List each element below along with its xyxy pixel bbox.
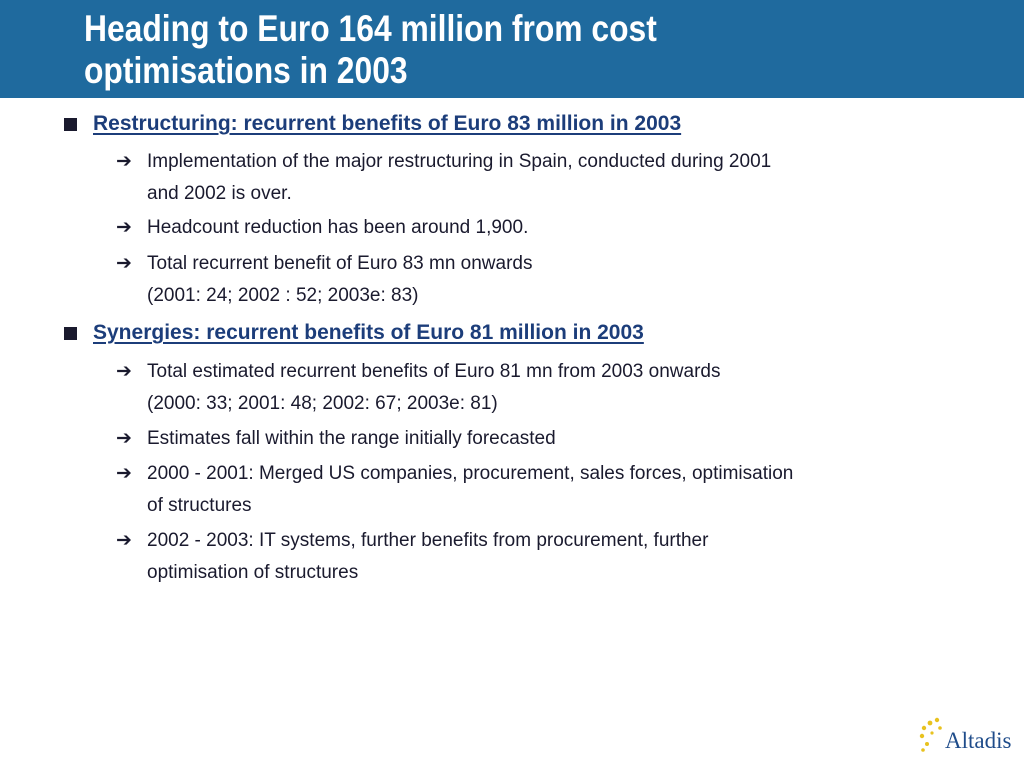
company-logo [918, 714, 1018, 758]
bullet-text: Total recurrent benefit of Euro 83 mn onwards (2001: 24; 2002 : 52; 2003e: 83) [147, 253, 533, 306]
square-bullet-icon [64, 327, 77, 340]
bullet-text: 2002 - 2003: IT systems, further benefits from procurement, further optimisation of structures [147, 530, 709, 583]
list-item [116, 525, 986, 589]
arrow-right-icon: ➔ [116, 530, 132, 551]
list-item [116, 248, 986, 312]
bullet-text: Total estimated recurrent benefits of Euro 81 mn from 2003 onwards (2000: 33; 2001: 48; 2002: 67; 2003e: 81) [147, 361, 721, 414]
bullet-text: Implementation of the major restructuring in Spain, conducted during 2001 and 2002 is over. [147, 151, 772, 204]
arrow-right-icon: ➔ [116, 361, 132, 382]
bullet-text: 2000 - 2001: Merged US companies, procurement, sales forces, optimisation of structures [147, 463, 794, 516]
logo-dots-icon [918, 714, 946, 758]
arrow-right-icon: ➔ [116, 463, 132, 484]
list-item [116, 458, 986, 522]
square-bullet-icon [64, 118, 77, 131]
arrow-right-icon: ➔ [116, 253, 132, 274]
list-item [116, 356, 986, 420]
list-item [116, 423, 986, 455]
section-title: Synergies: recurrent benefits of Euro 81 million in 2003 [93, 321, 644, 344]
bullet-text: Estimates fall within the range initially forecasted [147, 428, 556, 449]
list-item [116, 146, 986, 210]
section-header-synergies [64, 321, 644, 345]
section-title: Restructuring: recurrent benefits of Euro 83 million in 2003 [93, 112, 682, 135]
arrow-right-icon: ➔ [116, 428, 132, 449]
logo-wordmark: Altadis [945, 728, 1012, 753]
arrow-right-icon: ➔ [116, 151, 132, 172]
title-bar [0, 0, 1024, 98]
page-title: Heading to Euro 164 million from cost optimisations in 2003 [84, 8, 657, 91]
section-header-restructuring [64, 112, 681, 136]
list-item [116, 212, 986, 244]
bullet-text: Headcount reduction has been around 1,900. [147, 217, 529, 238]
arrow-right-icon: ➔ [116, 217, 132, 238]
